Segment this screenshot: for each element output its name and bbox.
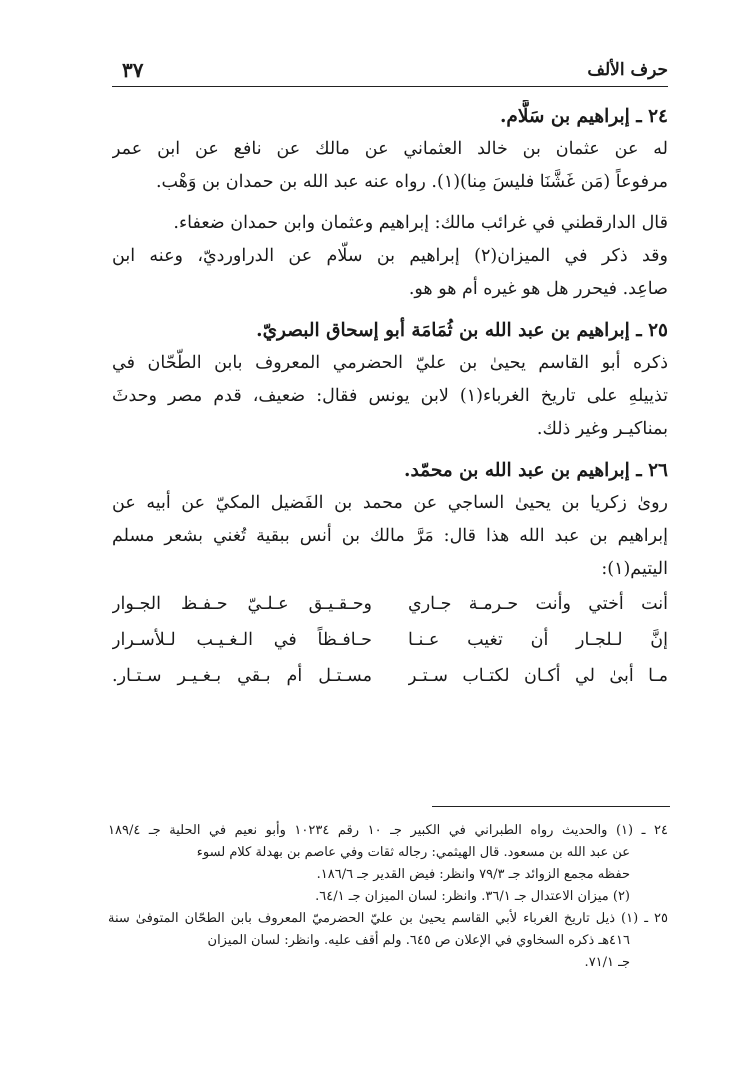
- footnote-separator: [432, 806, 670, 807]
- entry-26-line: روىٰ زكريا بن يحيىٰ الساجي عن محمد بن الفَضيل المكيّ عن أبيه عن: [112, 493, 668, 513]
- entry-25-line: تذييلهِ على تاريخ الغرباء(١) لابن يونس فقال: ضعيف، قدم مصر وحدثَ: [112, 386, 668, 406]
- poem-first-hemistich: أنت أختي وأنت حـرمـة جـاري: [408, 594, 668, 614]
- poem-verse: [112, 658, 668, 694]
- entry-25-line: ذكره أبو القاسم يحيىٰ بن عليّ الحضرمي المعروف بابن الطّحّان في: [112, 353, 668, 373]
- entry-25-heading: ٢٥ ـ إبراهيم بن عبد الله بن ثُمَامَة أبو إسحاق البصريّ.: [256, 320, 668, 341]
- footnote-line: ٢٤ ـ (١) والحديث رواه الطبراني في الكبير جـ ١٠ رقم ١٠٢٣٤ وأبو نعيم في الحلية جـ ١٨٩/٤: [108, 823, 668, 838]
- poem: [112, 586, 668, 694]
- footnote-line: ٤١٦هـ ذكره السخاوي في الإعلان ص ٦٤٥. ولم أقف عليه. وانظر: لسان الميزان: [207, 933, 630, 948]
- poem-verse: [112, 586, 668, 622]
- footnote-line: (٢) ميزان الاعتدال جـ ٣٦/١. وانظر: لسان الميزان جـ ٦٤/١.: [315, 889, 630, 904]
- footnotes: [108, 820, 668, 974]
- poem-verse: [112, 622, 668, 658]
- entry-24-line: وقد ذكر في الميزان(٢) إبراهيم بن سلّام عن الدراورديّ، وعنه ابن: [112, 246, 668, 266]
- header-rule: [112, 86, 668, 87]
- poem-second-hemistich: وحـقـيـق عـلـيّ حـفـظ الجـوار: [112, 594, 372, 614]
- entry-24-line: مرفوعاً (مَن غَشَّنَا فليسَ مِنا)(١). رواه عنه عبد الله بن حمدان بن وَهْب.: [155, 172, 668, 192]
- poem-first-hemistich: مـا أبىٰ لي أكـان لكتـاب سـتـر: [408, 666, 668, 686]
- poem-first-hemistich: إنَّ لـلجـار أن تغيب عـنـا: [408, 630, 668, 650]
- entry-26-line: إبراهيم بن عبد الله هذا قال: مَرَّ مالك بن أنس ببقية تُغني بشعر مسلم: [112, 526, 668, 546]
- page-number: ٣٧: [122, 58, 144, 82]
- running-head: [112, 58, 668, 88]
- entry-25-line: بمناكيـر وغير ذلك.: [536, 419, 668, 439]
- running-head-title: حرف الألف: [587, 60, 668, 80]
- entry-24-line: صاعِد. فيحرر هل هو غيره أم هو هو.: [408, 279, 668, 299]
- entry-24-line: له عن عثمان بن خالد العثماني عن مالك عن نافع عن ابن عمر: [112, 139, 668, 159]
- footnote-line: حفظه مجمع الزوائد جـ ٧٩/٣ وانظر: فيض القدير جـ ١٨٦/٦.: [316, 867, 630, 882]
- entry-24-line: قال الدارقطني في غرائب مالك: إبراهيم وعثمان وابن حمدان ضعفاء.: [173, 213, 668, 233]
- poem-second-hemistich: مسـتـل أم بـقي بـغـيـر سـتـار.: [112, 666, 372, 686]
- entry-24-heading: ٢٤ ـ إبراهيم بن سَلَّام.: [499, 106, 668, 127]
- footnote-line: ٢٥ ـ (١) ذيل تاريخ الغرباء لأبي القاسم يحيىٰ بن عليّ الحضرميّ المعروف بابن الطحّان المتوفىٰ سنة: [108, 911, 668, 926]
- entry-26-line: اليتيم(١):: [601, 559, 668, 579]
- footnote-line: عن عبد الله بن مسعود. قال الهيثمي: رجاله ثقات وفي عاصم بن بهدلة كلام لسوء: [196, 845, 630, 860]
- footnote-line: جـ ٧١/١.: [584, 955, 630, 970]
- entry-26-heading: ٢٦ ـ إبراهيم بن عبد الله بن محمّد.: [404, 460, 668, 481]
- poem-second-hemistich: حـافـظاً في الـغـيـب لـلأسـرار: [112, 630, 372, 650]
- main-text: [112, 100, 668, 694]
